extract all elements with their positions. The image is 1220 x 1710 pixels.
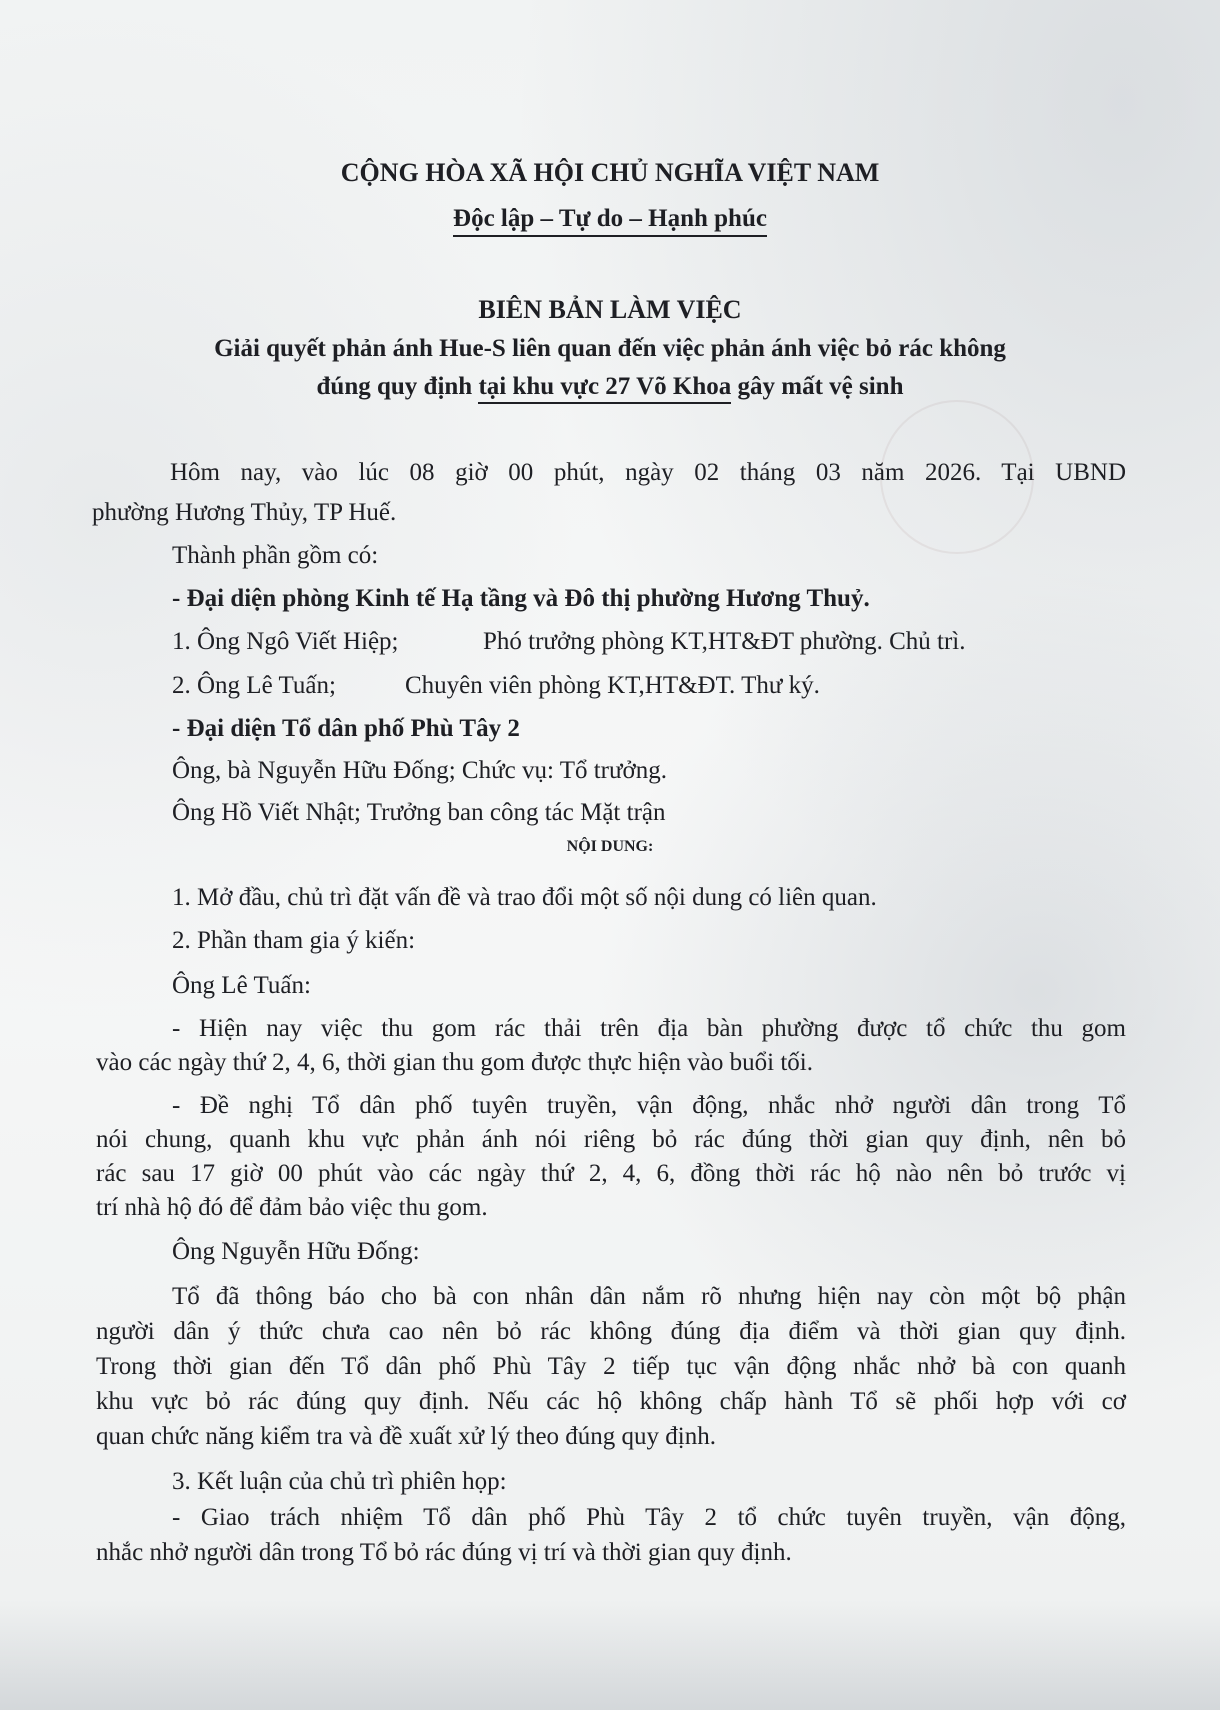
conclusion-line2: nhắc nhở người dân trong Tổ bỏ rác đúng vị trí và thời gian quy định. bbox=[96, 1539, 792, 1566]
speaker1-para2-line2: nói chung, quanh khu vực phản ánh nói riêng bỏ rác đúng thời gian quy định, nên bỏ bbox=[96, 1126, 1126, 1153]
group2-heading: - Đại diện Tổ dân phố Phù Tây 2 bbox=[172, 715, 520, 742]
speaker1-para2-line3: rác sau 17 giờ 00 phút vào các ngày thứ 2, 4, 6, đồng thời rác hộ nào nên bỏ trước vị bbox=[96, 1160, 1126, 1187]
speaker-1: Ông Lê Tuấn: bbox=[172, 972, 311, 999]
subtitle-part-a: đúng quy định bbox=[316, 373, 479, 400]
document-subtitle-line1: Giải quyết phản ánh Hue-S liên quan đến việc phản ánh việc bỏ rác không bbox=[214, 335, 1006, 362]
speaker1-para1-line1: - Hiện nay việc thu gom rác thải trên địa bàn phường được tổ chức thu gom bbox=[172, 1015, 1126, 1042]
speaker2-line5: quan chức năng kiểm tra và đề xuất xử lý theo đúng quy định. bbox=[96, 1423, 717, 1450]
speaker2-line1: Tổ đã thông báo cho bà con nhân dân nắm rõ nhưng hiện nay còn một bộ phận bbox=[172, 1283, 1126, 1310]
photo-shadow bbox=[0, 1600, 1220, 1710]
content-item-2: 2. Phần tham gia ý kiến: bbox=[172, 927, 416, 954]
speaker2-line4: khu vực bỏ rác đúng quy định. Nếu các hộ không chấp hành Tổ sẽ phối hợp với cơ bbox=[96, 1388, 1126, 1415]
speaker1-para2-line4: trí nhà hộ đó để đảm bảo việc thu gom. bbox=[96, 1194, 488, 1221]
participant-2-name: 2. Ông Lê Tuấn; bbox=[172, 672, 336, 699]
intro-line2: phường Hương Thủy, TP Huế. bbox=[92, 499, 397, 526]
participants-label: Thành phần gồm có: bbox=[172, 542, 379, 569]
national-title: CỘNG HÒA XÃ HỘI CHỦ NGHĨA VIỆT NAM bbox=[340, 158, 880, 187]
participant-4: Ông Hồ Viết Nhật; Trưởng ban công tác Mặt trận bbox=[172, 799, 666, 826]
group1-heading: - Đại diện phòng Kinh tế Hạ tầng và Đô thị phường Hương Thuỷ. bbox=[172, 585, 870, 612]
conclusion-line1: - Giao trách nhiệm Tổ dân phố Phù Tây 2 tổ chức tuyên truyền, vận động, bbox=[172, 1504, 1126, 1531]
speaker2-line3: Trong thời gian đến Tổ dân phố Phù Tây 2 tiếp tục vận động nhắc nhở bà con quanh bbox=[96, 1353, 1126, 1380]
content-heading: NỘI DUNG: bbox=[566, 838, 654, 855]
motto bbox=[0, 205, 1220, 233]
speaker1-para1-line2: vào các ngày thứ 2, 4, 6, thời gian thu gom được thực hiện vào buổi tối. bbox=[96, 1049, 813, 1076]
content-item-1: 1. Mở đầu, chủ trì đặt vấn đề và trao đổi một số nội dung có liên quan. bbox=[172, 884, 877, 911]
participant-1-name: 1. Ông Ngô Viết Hiệp; bbox=[172, 628, 399, 655]
participant-2-role: Chuyên viên phòng KT,HT&ĐT. Thư ký. bbox=[405, 672, 820, 699]
speaker2-line2: người dân ý thức chưa cao nên bỏ rác không đúng địa điểm và thời gian quy định. bbox=[96, 1318, 1126, 1345]
intro-line1: Hôm nay, vào lúc 08 giờ 00 phút, ngày 02 tháng 03 năm 2026. Tại UBND bbox=[170, 459, 1126, 486]
document-subtitle-line2 bbox=[0, 373, 1220, 401]
speaker1-para2-line1: - Đề nghị Tổ dân phố tuyên truyền, vận động, nhắc nhở người dân trong Tổ bbox=[172, 1092, 1126, 1119]
subtitle-location: tại khu vực 27 Võ Khoa bbox=[478, 373, 731, 404]
participant-1-role: Phó trưởng phòng KT,HT&ĐT phường. Chủ trì. bbox=[483, 628, 966, 655]
motto-text: Độc lập – Tự do – Hạnh phúc bbox=[453, 205, 767, 237]
document-title: BIÊN BẢN LÀM VIỆC bbox=[478, 295, 742, 324]
subtitle-part-c: gây mất vệ sinh bbox=[731, 373, 904, 400]
participant-3: Ông, bà Nguyễn Hữu Đống; Chức vụ: Tổ trưởng. bbox=[172, 757, 668, 784]
speaker-2: Ông Nguyễn Hữu Đống: bbox=[172, 1238, 420, 1265]
content-item-3: 3. Kết luận của chủ trì phiên họp: bbox=[172, 1468, 507, 1495]
